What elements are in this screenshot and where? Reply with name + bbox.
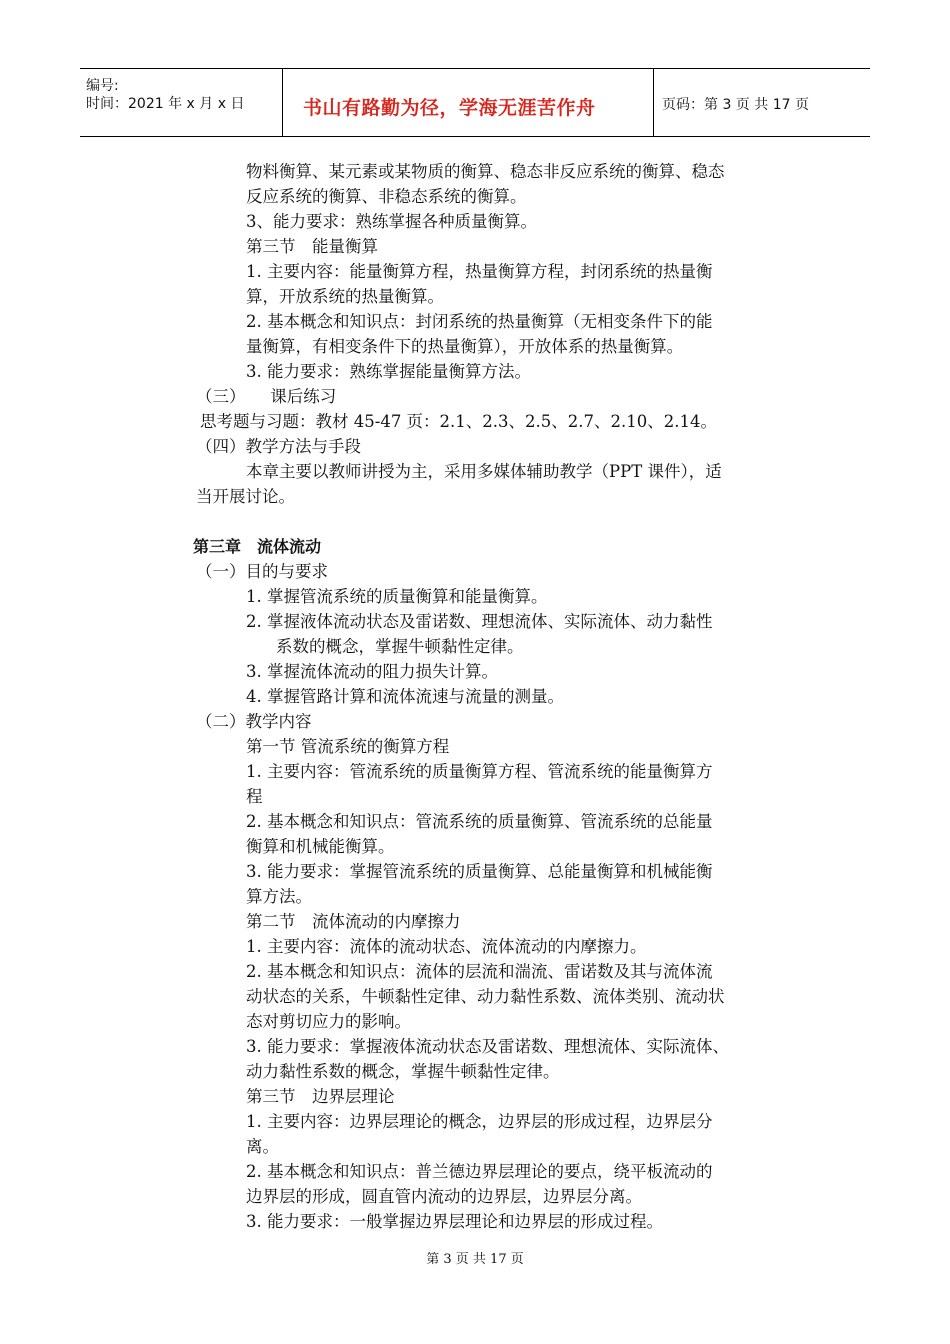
- section-heading: 第二节 流体流动的内摩擦力: [246, 912, 461, 931]
- section-heading: 第三节 能量衡算: [246, 237, 378, 256]
- list-item: 2. 掌握液体流动状态及雷诺数、理想流体、实际流体、动力黏性: [246, 612, 713, 631]
- text-line: 1. 主要内容：管流系统的质量衡算方程、管流系统的能量衡算方: [246, 762, 713, 781]
- text-line: 衡算和机械能衡算。: [246, 837, 395, 856]
- text-line: 程: [246, 787, 263, 806]
- subsection-heading: （一）目的与要求: [196, 562, 328, 581]
- text-line: 1. 主要内容：能量衡算方程，热量衡算方程，封闭系统的热量衡: [246, 262, 713, 281]
- list-item: 4. 掌握管路计算和流体流速与流量的测量。: [246, 687, 564, 706]
- text-line: 态对剪切应力的影响。: [246, 1012, 411, 1031]
- text-line: 1. 主要内容：边界层理论的概念，边界层的形成过程，边界层分: [246, 1112, 713, 1131]
- text-line: 动力黏性系数的概念，掌握牛顿黏性定律。: [246, 1062, 560, 1081]
- subsection-heading: （四）教学方法与手段: [196, 437, 361, 456]
- list-item: 1. 掌握管流系统的质量衡算和能量衡算。: [246, 587, 548, 606]
- text-line: 2. 基本概念和知识点：流体的层流和湍流、雷诺数及其与流体流: [246, 962, 713, 981]
- text-line: 边界层的形成，圆直管内流动的边界层，边界层分离。: [246, 1187, 642, 1206]
- text-line: 3. 能力要求：掌握管流系统的质量衡算、总能量衡算和机械能衡: [246, 862, 713, 881]
- page-header: [80, 68, 870, 137]
- text-line: 2. 基本概念和知识点：封闭系统的热量衡算（无相变条件下的能: [246, 312, 713, 331]
- section-heading: 第三节 边界层理论: [246, 1087, 395, 1106]
- text-line: 3. 能力要求：一般掌握边界层理论和边界层的形成过程。: [246, 1212, 663, 1231]
- text-line: 算，开放系统的热量衡算。: [246, 287, 444, 306]
- list-item-continued: 系数的概念，掌握牛顿黏性定律。: [276, 637, 524, 656]
- text-line: 本章主要以教师讲授为主，采用多媒体辅助教学（PPT 课件），适: [246, 462, 722, 481]
- text-line: 3、能力要求：熟练掌握各种质量衡算。: [246, 212, 537, 231]
- text-line: 离。: [246, 1137, 279, 1156]
- header-page-cell: [654, 69, 870, 136]
- text-line: 动状态的关系，牛顿黏性定律、动力黏性系数、流体类别、流动状: [246, 987, 725, 1006]
- motto-text: 书山有路勤为径，学海无涯苦作舟: [303, 97, 596, 119]
- header-motto-cell: [283, 69, 654, 136]
- text-line: 2. 基本概念和知识点：普兰德边界层理论的要点，绕平板流动的: [246, 1162, 713, 1181]
- text-line: 1. 主要内容：流体的流动状态、流体流动的内摩擦力。: [246, 937, 647, 956]
- subsection-heading: （三） 课后练习: [196, 387, 337, 406]
- text-line: 反应系统的衡算、非稳态系统的衡算。: [246, 187, 527, 206]
- text-line: 当开展讨论。: [196, 487, 295, 506]
- text-line: 物料衡算、某元素或某物质的衡算、稳态非反应系统的衡算、稳态: [246, 162, 725, 181]
- subsection-heading: （二）教学内容: [196, 712, 312, 731]
- page-info: 页码：第 3 页 共 17 页: [662, 97, 809, 113]
- text-line: 量衡算，有相变条件下的热量衡算），开放体系的热量衡算。: [246, 337, 684, 356]
- text-line: 3. 能力要求：熟练掌握能量衡算方法。: [246, 362, 531, 381]
- text-line: 算方法。: [246, 887, 312, 906]
- text-line: 思考题与习题：教材 45-47 页：2.1、2.3、2.5、2.7、2.10、2.14。: [200, 412, 717, 431]
- text-line: 3. 能力要求：掌握液体流动状态及雷诺数、理想流体、实际流体、: [246, 1037, 729, 1056]
- list-item: 3. 掌握流体流动的阻力损失计算。: [246, 662, 498, 681]
- section-heading: 第一节 管流系统的衡算方程: [246, 737, 450, 756]
- text-line: 2. 基本概念和知识点：管流系统的质量衡算、管流系统的总能量: [246, 812, 713, 831]
- code-label: 编号:: [86, 78, 119, 94]
- page-footer: 第 3 页 共 17 页: [426, 1252, 524, 1267]
- chapter-title: 第三章 流体流动: [193, 537, 322, 556]
- date-label: 时间：2021 年 x 月 x 日: [86, 96, 245, 112]
- header-info-cell: [80, 69, 283, 136]
